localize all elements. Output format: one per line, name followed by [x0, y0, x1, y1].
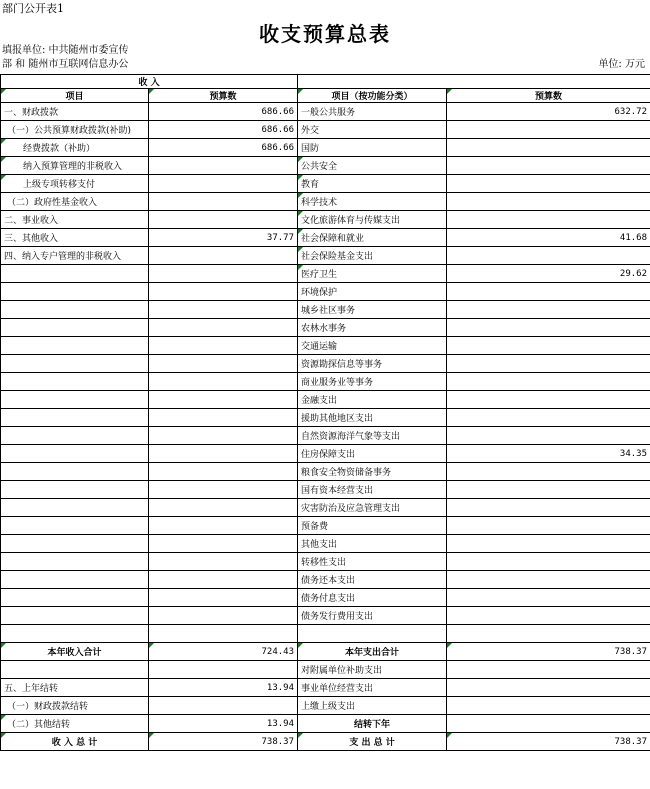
- income-item-cell: 纳入预算管理的非税收入: [1, 157, 149, 175]
- income-item-cell: [1, 517, 149, 535]
- table-row: [1, 103, 650, 121]
- expense-item-cell: 外交: [298, 121, 447, 139]
- expense-value-cell: 29.62: [447, 265, 650, 283]
- page-title: 收支预算总表: [259, 22, 391, 46]
- income-item-cell: [1, 337, 149, 355]
- expense-item-cell: 环境保护: [298, 283, 447, 301]
- expense-item-cell: [298, 625, 447, 643]
- income-item-cell: 上级专项转移支付: [1, 175, 149, 193]
- expense-value-cell: [447, 499, 650, 517]
- expense-value-cell: 632.72: [447, 103, 650, 121]
- income-value-cell: [149, 589, 298, 607]
- income-item-cell: （一）公共预算财政拨款(补助): [1, 121, 149, 139]
- income-item-cell: [1, 499, 149, 517]
- income-value-cell: [149, 157, 298, 175]
- expense-value-cell: [447, 553, 650, 571]
- income-item-cell: [1, 463, 149, 481]
- table-row: [1, 445, 650, 463]
- expense-value-cell: [447, 481, 650, 499]
- income-value-cell: [149, 355, 298, 373]
- grand-total-row: [1, 733, 650, 751]
- table-row: [1, 499, 650, 517]
- expense-value-cell: [447, 373, 650, 391]
- expense-value-cell: [447, 247, 650, 265]
- expense-value-cell: [447, 193, 650, 211]
- table-row: [1, 301, 650, 319]
- income-value-cell: 13.94: [149, 715, 298, 733]
- expense-value-cell: [447, 121, 650, 139]
- table-row: [1, 157, 650, 175]
- expense-item-cell: 对附属单位补助支出: [298, 661, 447, 679]
- col-header-function-item: 项目（按功能分类）: [298, 89, 447, 103]
- income-value-cell: [149, 391, 298, 409]
- income-value-cell: [149, 193, 298, 211]
- expense-item-cell: 自然资源海洋气象等支出: [298, 427, 447, 445]
- income-value-cell: [149, 535, 298, 553]
- expense-item-cell: 医疗卫生: [298, 265, 447, 283]
- expense-value-cell: [447, 283, 650, 301]
- table-row: [1, 229, 650, 247]
- income-total-row: [1, 643, 650, 661]
- income-item-cell: [1, 445, 149, 463]
- expense-item-cell: 债务发行费用支出: [298, 607, 447, 625]
- income-item-cell: [1, 391, 149, 409]
- expense-value-cell: [447, 391, 650, 409]
- income-item-cell: [1, 373, 149, 391]
- table-row: [1, 319, 650, 337]
- income-item-cell: （一）财政拨款结转: [1, 697, 149, 715]
- income-item-cell: [1, 301, 149, 319]
- filler-unit: [2, 44, 129, 72]
- expense-value-cell: [447, 355, 650, 373]
- income-value-cell: 686.66: [149, 139, 298, 157]
- income-value-cell: [149, 481, 298, 499]
- filler-line-2: 部 和 随州市互联网信息办公: [2, 59, 129, 70]
- income-value-cell: 686.66: [149, 121, 298, 139]
- expense-value-cell: [447, 463, 650, 481]
- income-item-cell: [1, 553, 149, 571]
- income-item-cell: [1, 283, 149, 301]
- income-value-cell: [149, 337, 298, 355]
- table-row: [1, 391, 650, 409]
- expense-value-cell: [447, 715, 650, 733]
- expense-value-cell: [447, 409, 650, 427]
- income-value-cell: [149, 265, 298, 283]
- expense-item-cell: 资源勘探信息等事务: [298, 355, 447, 373]
- income-item-cell: [1, 319, 149, 337]
- income-item-cell: [1, 409, 149, 427]
- expense-item-cell: 债务还本支出: [298, 571, 447, 589]
- expense-value-cell: [447, 607, 650, 625]
- income-item-cell: [1, 625, 149, 643]
- expense-value-cell: [447, 625, 650, 643]
- income-value-cell: [149, 319, 298, 337]
- table-row: [1, 211, 650, 229]
- income-value-cell: [149, 571, 298, 589]
- expense-item-cell: 商业服务业等事务: [298, 373, 447, 391]
- table-row: [1, 517, 650, 535]
- expense-item-cell: 社会保险基金支出: [298, 247, 447, 265]
- expense-value-cell: [447, 139, 650, 157]
- expense-item-cell: 社会保障和就业: [298, 229, 447, 247]
- table-row: [1, 481, 650, 499]
- table-row: [1, 571, 650, 589]
- table-row: [1, 373, 650, 391]
- income-item-cell: 二、事业收入: [1, 211, 149, 229]
- expense-item-cell: 预备费: [298, 517, 447, 535]
- table-row: [1, 625, 650, 643]
- table-row: [1, 679, 650, 697]
- expense-value-cell: [447, 679, 650, 697]
- expense-item-cell: 债务付息支出: [298, 589, 447, 607]
- expense-item-cell: 结转下年: [298, 715, 447, 733]
- expense-value-cell: [447, 337, 650, 355]
- column-header-row: [1, 89, 650, 103]
- income-value-cell: 724.43: [149, 643, 298, 661]
- income-value-cell: [149, 373, 298, 391]
- income-item-cell: 四、纳入专户管理的非税收入: [1, 247, 149, 265]
- expense-value-cell: [447, 589, 650, 607]
- income-item-cell: [1, 589, 149, 607]
- income-value-cell: 738.37: [149, 733, 298, 751]
- table-row: [1, 175, 650, 193]
- income-value-cell: [149, 463, 298, 481]
- col-header-budget: 预算数: [149, 89, 298, 103]
- expense-item-cell: 城乡社区事务: [298, 301, 447, 319]
- budget-table: [0, 74, 650, 751]
- expense-value-cell: [447, 301, 650, 319]
- expense-value-cell: [447, 517, 650, 535]
- income-value-cell: 13.94: [149, 679, 298, 697]
- table-row: [1, 553, 650, 571]
- table-row: [1, 337, 650, 355]
- col-header-item: 项目: [1, 89, 149, 103]
- income-item-cell: [1, 355, 149, 373]
- income-item-cell: 经费拨款（补助）: [1, 139, 149, 157]
- income-item-cell: 三、其他收入: [1, 229, 149, 247]
- expense-item-cell: 科学技术: [298, 193, 447, 211]
- expense-item-cell: 交通运输: [298, 337, 447, 355]
- table-row: [1, 697, 650, 715]
- expense-value-cell: [447, 157, 650, 175]
- expense-value-cell: [447, 175, 650, 193]
- table-row: [1, 121, 650, 139]
- expense-item-cell: 其他支出: [298, 535, 447, 553]
- expense-value-cell: [447, 319, 650, 337]
- expense-item-cell: 教育: [298, 175, 447, 193]
- expense-item-cell: 国防: [298, 139, 447, 157]
- income-item-cell: 一、财政拨款: [1, 103, 149, 121]
- table-row: [1, 265, 650, 283]
- table-row: [1, 607, 650, 625]
- income-value-cell: [149, 301, 298, 319]
- income-value-cell: [149, 499, 298, 517]
- income-value-cell: [149, 247, 298, 265]
- income-item-cell: [1, 607, 149, 625]
- expense-value-cell: 738.37: [447, 733, 650, 751]
- expense-item-cell: 农林水事务: [298, 319, 447, 337]
- expense-header-blank: [298, 75, 650, 89]
- table-row: [1, 193, 650, 211]
- col-header-function-budget: 预算数: [447, 89, 650, 103]
- expense-value-cell: 34.35: [447, 445, 650, 463]
- table-row: [1, 463, 650, 481]
- income-header: 收 入: [1, 75, 298, 89]
- expense-item-cell: 一般公共服务: [298, 103, 447, 121]
- doc-tag: 部门公开表1: [2, 2, 64, 15]
- expense-item-cell: 公共安全: [298, 157, 447, 175]
- income-value-cell: [149, 283, 298, 301]
- expense-item-cell: 转移性支出: [298, 553, 447, 571]
- expense-value-cell: [447, 211, 650, 229]
- income-value-cell: [149, 211, 298, 229]
- income-item-cell: [1, 481, 149, 499]
- unit-label: 单位: 万元: [598, 59, 645, 70]
- expense-value-cell: [447, 427, 650, 445]
- income-value-cell: 37.77: [149, 229, 298, 247]
- expense-item-cell: 上缴上级支出: [298, 697, 447, 715]
- income-value-cell: [149, 697, 298, 715]
- income-item-cell: （二）政府性基金收入: [1, 193, 149, 211]
- income-value-cell: [149, 517, 298, 535]
- income-value-cell: [149, 661, 298, 679]
- expense-value-cell: [447, 571, 650, 589]
- income-value-cell: [149, 625, 298, 643]
- expense-item-cell: 支 出 总 计: [298, 733, 447, 751]
- table-row: [1, 535, 650, 553]
- table-row: [1, 283, 650, 301]
- table-row: [1, 589, 650, 607]
- table-row: [1, 247, 650, 265]
- income-value-cell: [149, 607, 298, 625]
- income-header-row: [1, 75, 650, 89]
- table-row: [1, 715, 650, 733]
- income-value-cell: [149, 553, 298, 571]
- filler-line-1: 填报单位: 中共随州市委宣传: [2, 45, 129, 56]
- income-value-cell: [149, 175, 298, 193]
- income-item-cell: 五、上年结转: [1, 679, 149, 697]
- expense-item-cell: 事业单位经营支出: [298, 679, 447, 697]
- income-item-cell: [1, 571, 149, 589]
- expense-item-cell: 粮食安全物资储备事务: [298, 463, 447, 481]
- table-row: [1, 355, 650, 373]
- income-item-cell: [1, 535, 149, 553]
- income-item-cell: （二）其他结转: [1, 715, 149, 733]
- income-value-cell: [149, 427, 298, 445]
- income-item-cell: 本年收入合计: [1, 643, 149, 661]
- income-item-cell: 收 入 总 计: [1, 733, 149, 751]
- expense-item-cell: 文化旅游体育与传媒支出: [298, 211, 447, 229]
- income-value-cell: 686.66: [149, 103, 298, 121]
- expense-value-cell: [447, 535, 650, 553]
- income-value-cell: [149, 445, 298, 463]
- table-row: [1, 409, 650, 427]
- table-row: [1, 427, 650, 445]
- expense-value-cell: [447, 697, 650, 715]
- income-item-cell: [1, 265, 149, 283]
- table-row: [1, 139, 650, 157]
- table-row: [1, 661, 650, 679]
- expense-item-cell: 援助其他地区支出: [298, 409, 447, 427]
- expense-item-cell: 本年支出合计: [298, 643, 447, 661]
- expense-value-cell: 41.68: [447, 229, 650, 247]
- income-item-cell: [1, 661, 149, 679]
- expense-item-cell: 国有资本经营支出: [298, 481, 447, 499]
- expense-item-cell: 灾害防治及应急管理支出: [298, 499, 447, 517]
- expense-item-cell: 金融支出: [298, 391, 447, 409]
- expense-item-cell: 住房保障支出: [298, 445, 447, 463]
- expense-value-cell: 738.37: [447, 643, 650, 661]
- income-item-cell: [1, 427, 149, 445]
- expense-value-cell: [447, 661, 650, 679]
- income-value-cell: [149, 409, 298, 427]
